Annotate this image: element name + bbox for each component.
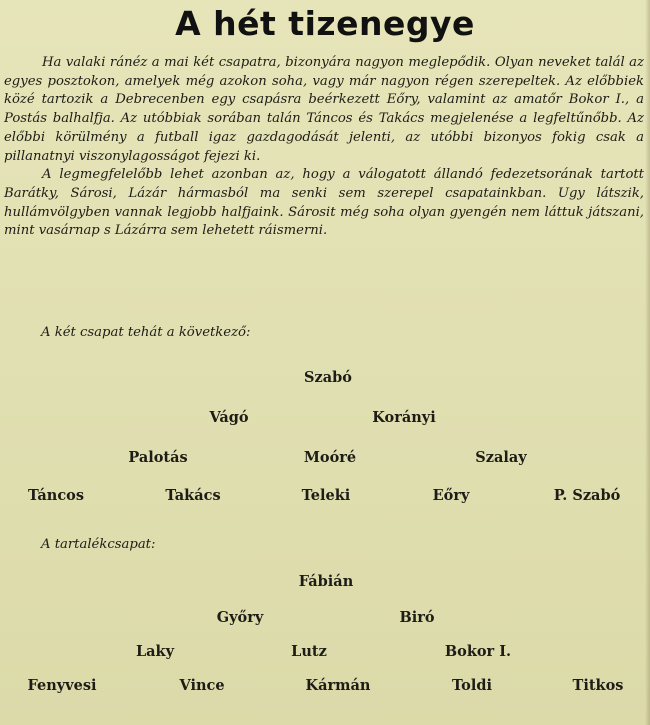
reserve-team-goalkeeper: Fábián [298, 573, 354, 590]
reserve-team-back: Biró [399, 609, 435, 626]
first-team-goalkeeper: Szabó [304, 369, 352, 386]
first-team-back: Korányi [372, 409, 436, 426]
first-team-forward: Eőry [432, 487, 470, 504]
page-edge-shadow [645, 0, 650, 725]
article-body [4, 54, 644, 241]
reserve-intro: A tartalékcsapat: [41, 537, 156, 552]
reserve-team-half: Lutz [291, 643, 327, 660]
first-team-forward: P. Szabó [553, 487, 621, 504]
first-team-back: Vágó [209, 409, 249, 426]
first-team-half: Palotás [128, 449, 188, 466]
team-intro: A két csapat tehát a következő: [41, 325, 251, 340]
first-team-forward: Takács [165, 487, 221, 504]
article-paragraph: A legmegfelelőbb lehet azonban az, hogy a válogatott állandó fedezetsorának tartott Barátky, Sárosi, Lázár hármasból ma senki sem szerepel csapatainkban. Ugy látszik, hullámvölgyben vannak legjobb halfjaink. Sárosit még soha olyan gyengén nem láttuk játszani, mint vasárnap s Lázárra sem lehetett ráismerni. [4, 167, 644, 239]
reserve-team-forward: Kármán [305, 677, 371, 694]
first-team-forward: Táncos [27, 487, 85, 504]
reserve-team-forward: Vince [179, 677, 225, 694]
first-team-half: Szalay [475, 449, 527, 466]
article-title: A hét tizenegye [175, 4, 475, 43]
first-team-forward: Teleki [301, 487, 351, 504]
article-paragraph: Ha valaki ránéz a mai két csapatra, bizonyára nagyon meglepődik. Olyan neveket talál az egyes posztokon, amelyek még azokon soha, vagy már nagyon régen szerepeltek. Az előbbiek közé tartozik a Debrecenben egy csapásra beérkezett Eőry, valamint az amatőr Bokor I., a Postás balhalfja. Az utóbbiak sorában talán Táncos és Takács megjelenése a legfeltűnőbb. Az előbbi körülmény a futball igaz gazdagodását jelenti, az utóbbi bizonyos fokig csak a pillanatnyi viszonylagosságot fejezi ki. [4, 55, 644, 164]
reserve-team-forward: Toldi [452, 677, 492, 694]
reserve-team-back: Győry [216, 609, 264, 626]
reserve-team-forward: Titkos [572, 677, 624, 694]
first-team-half: Moóré [303, 449, 357, 466]
reserve-team-forward: Fenyvesi [27, 677, 97, 694]
reserve-team-half: Bokor I. [444, 643, 512, 660]
reserve-team-half: Laky [135, 643, 175, 660]
